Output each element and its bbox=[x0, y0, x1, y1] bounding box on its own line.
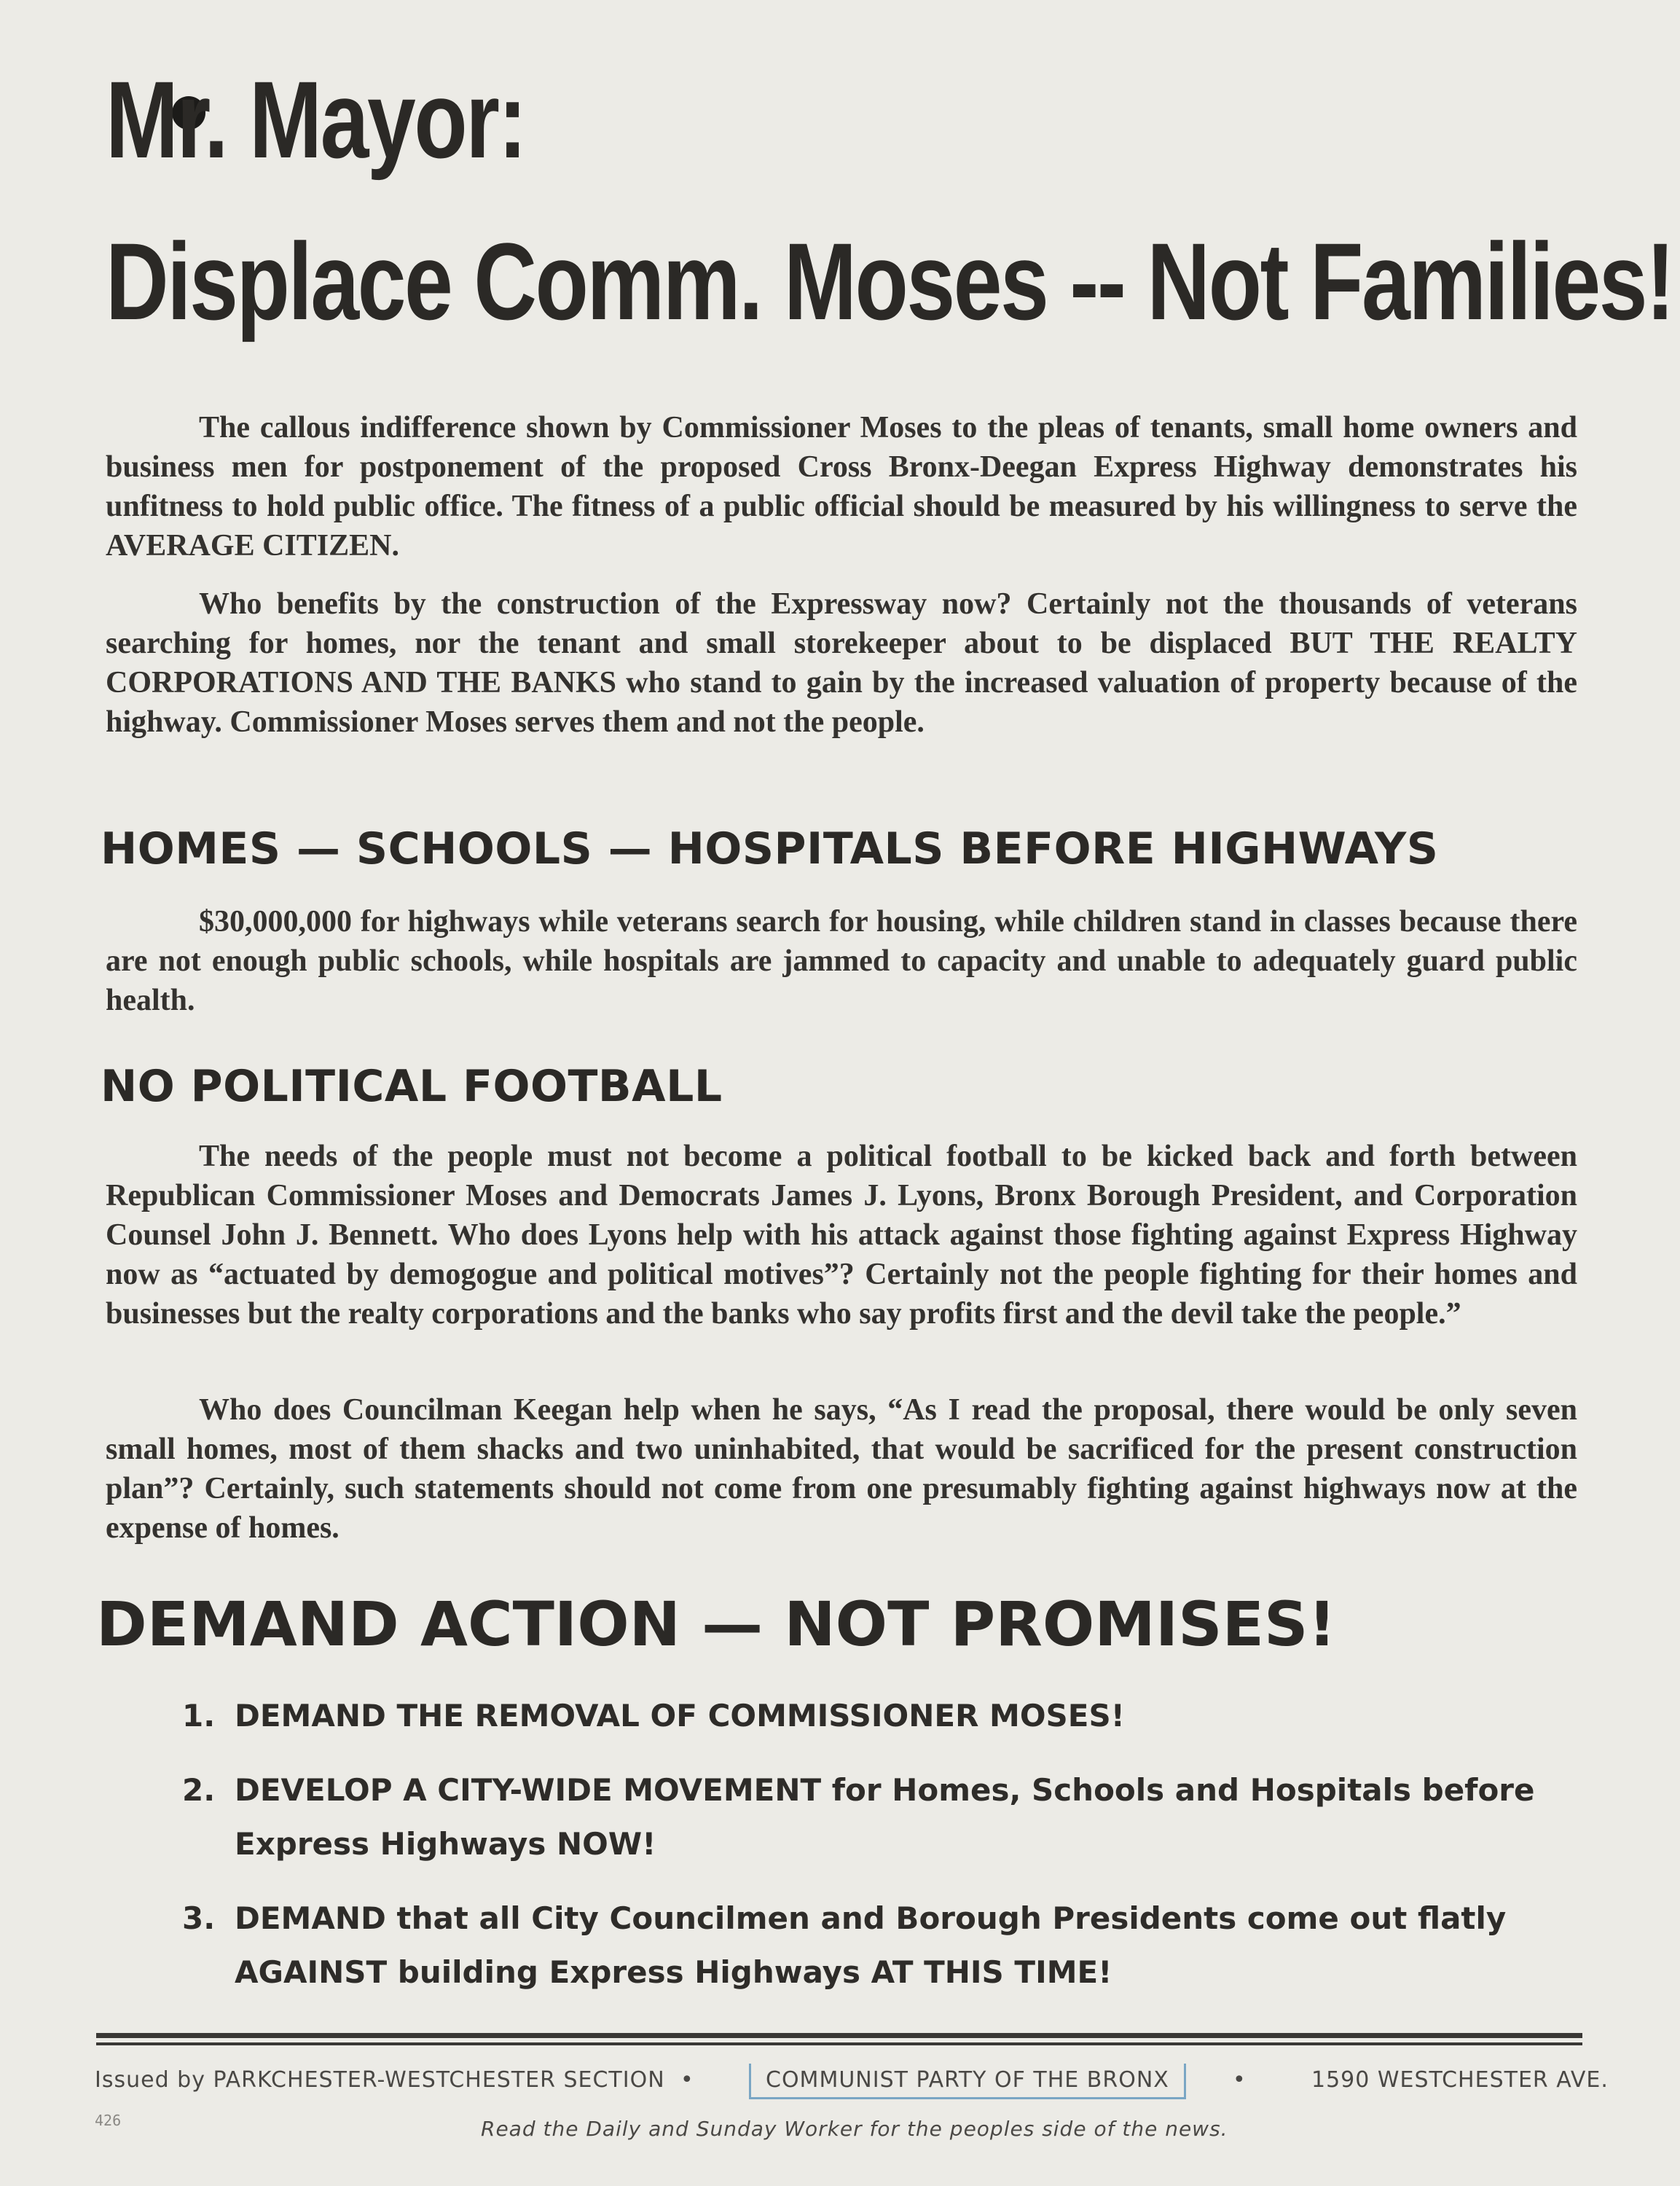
footer-rule bbox=[96, 2042, 1582, 2045]
football-paragraph-2: Who does Councilman Keegan help when he says, “As I read the proposal, there would be only seven small homes, most of them shacks and two uninhabited, that would be sacrificed for the present construction plan”? Certainly, such statements should not come from one presumably fighting against highways now at the expense of homes. bbox=[106, 1393, 1577, 1545]
homes-paragraph: $30,000,000 for highways while veterans search for housing, while children stand in classes because there are not enough public schools, while hospitals are jammed to capacity and unable to adequately guard public health. bbox=[106, 905, 1577, 1017]
footer-rule bbox=[96, 2033, 1582, 2038]
section-heading-football: NO POLITICAL FOOTBALL bbox=[101, 1061, 723, 1112]
demand-list bbox=[182, 1689, 1581, 2020]
demand-number: 1. bbox=[182, 1698, 216, 1733]
intro-paragraph-1: The callous indifference shown by Commissioner Moses to the pleas of tenants, small home owners and business men for postponement of the proposed Cross Bronx-Deegan Express Highway demonstrates his unfitness to hold public office. The fitness of a public official should be measured by his willingness to serve the AVERAGE CITIZEN. bbox=[106, 411, 1577, 563]
demand-text: DEMAND THE REMOVAL OF COMMISSIONER MOSES! bbox=[235, 1698, 1125, 1733]
footer-separator: • bbox=[680, 2067, 694, 2093]
footer-separator: • bbox=[1233, 2067, 1247, 2093]
union-bug-code: 426 bbox=[95, 2112, 122, 2129]
intro-paragraph-2: Who benefits by the construction of the Expressway now? Certainly not the thousands of veterans searching for homes, nor the tenant and small storekeeper about to be displaced BUT THE REALTY CORPORATIONS AND THE BANKS who stand to gain by the increased valuation of property because of the highway. Commissioner Moses serves them and not the people. bbox=[106, 587, 1577, 739]
demand-item bbox=[182, 1763, 1581, 1871]
footer-read-line: Read the Daily and Sunday Worker for the peoples side of the news. bbox=[481, 2117, 1228, 2141]
headline-line-1: Mr. Mayor: bbox=[106, 58, 526, 181]
football-paragraph-1: The needs of the people must not become a political football to be kicked back and forth between Republican Commissioner Moses and Democrats James J. Lyons, Bronx Borough President, and Corporation Counsel John J. Bennett. Who does Lyons help with his attack against those fighting against Express Highway now as “actuated by demogogue and political motives”? Certainly not the people fighting for their homes and businesses but the realty corporations and the banks who say profits first and the devil take the people.” bbox=[106, 1140, 1577, 1331]
headline-line-2: Displace Comm. Moses -- Not Families! bbox=[106, 220, 1673, 342]
section-heading-homes: HOMES — SCHOOLS — HOSPITALS BEFORE HIGHWAYS bbox=[101, 823, 1439, 874]
footer-party-stamp: COMMUNIST PARTY OF THE BRONX bbox=[749, 2064, 1186, 2099]
demand-text: DEMAND that all City Councilmen and Borough Presidents come out flatly AGAINST building Express Highways AT THIS TIME! bbox=[235, 1900, 1507, 1990]
footer-address: 1590 WESTCHESTER AVE. bbox=[1311, 2067, 1609, 2093]
demand-item bbox=[182, 1892, 1581, 1999]
demand-item bbox=[182, 1689, 1581, 1743]
footer-issued-by: Issued by PARKCHESTER-WESTCHESTER SECTION bbox=[95, 2067, 665, 2093]
demand-number: 3. bbox=[182, 1900, 216, 1936]
demand-text: DEVELOP A CITY-WIDE MOVEMENT for Homes, Schools and Hospitals before Express Highways NOW! bbox=[235, 1772, 1535, 1862]
demand-number: 2. bbox=[182, 1772, 216, 1808]
demand-heading: DEMAND ACTION — NOT PROMISES! bbox=[96, 1588, 1336, 1660]
